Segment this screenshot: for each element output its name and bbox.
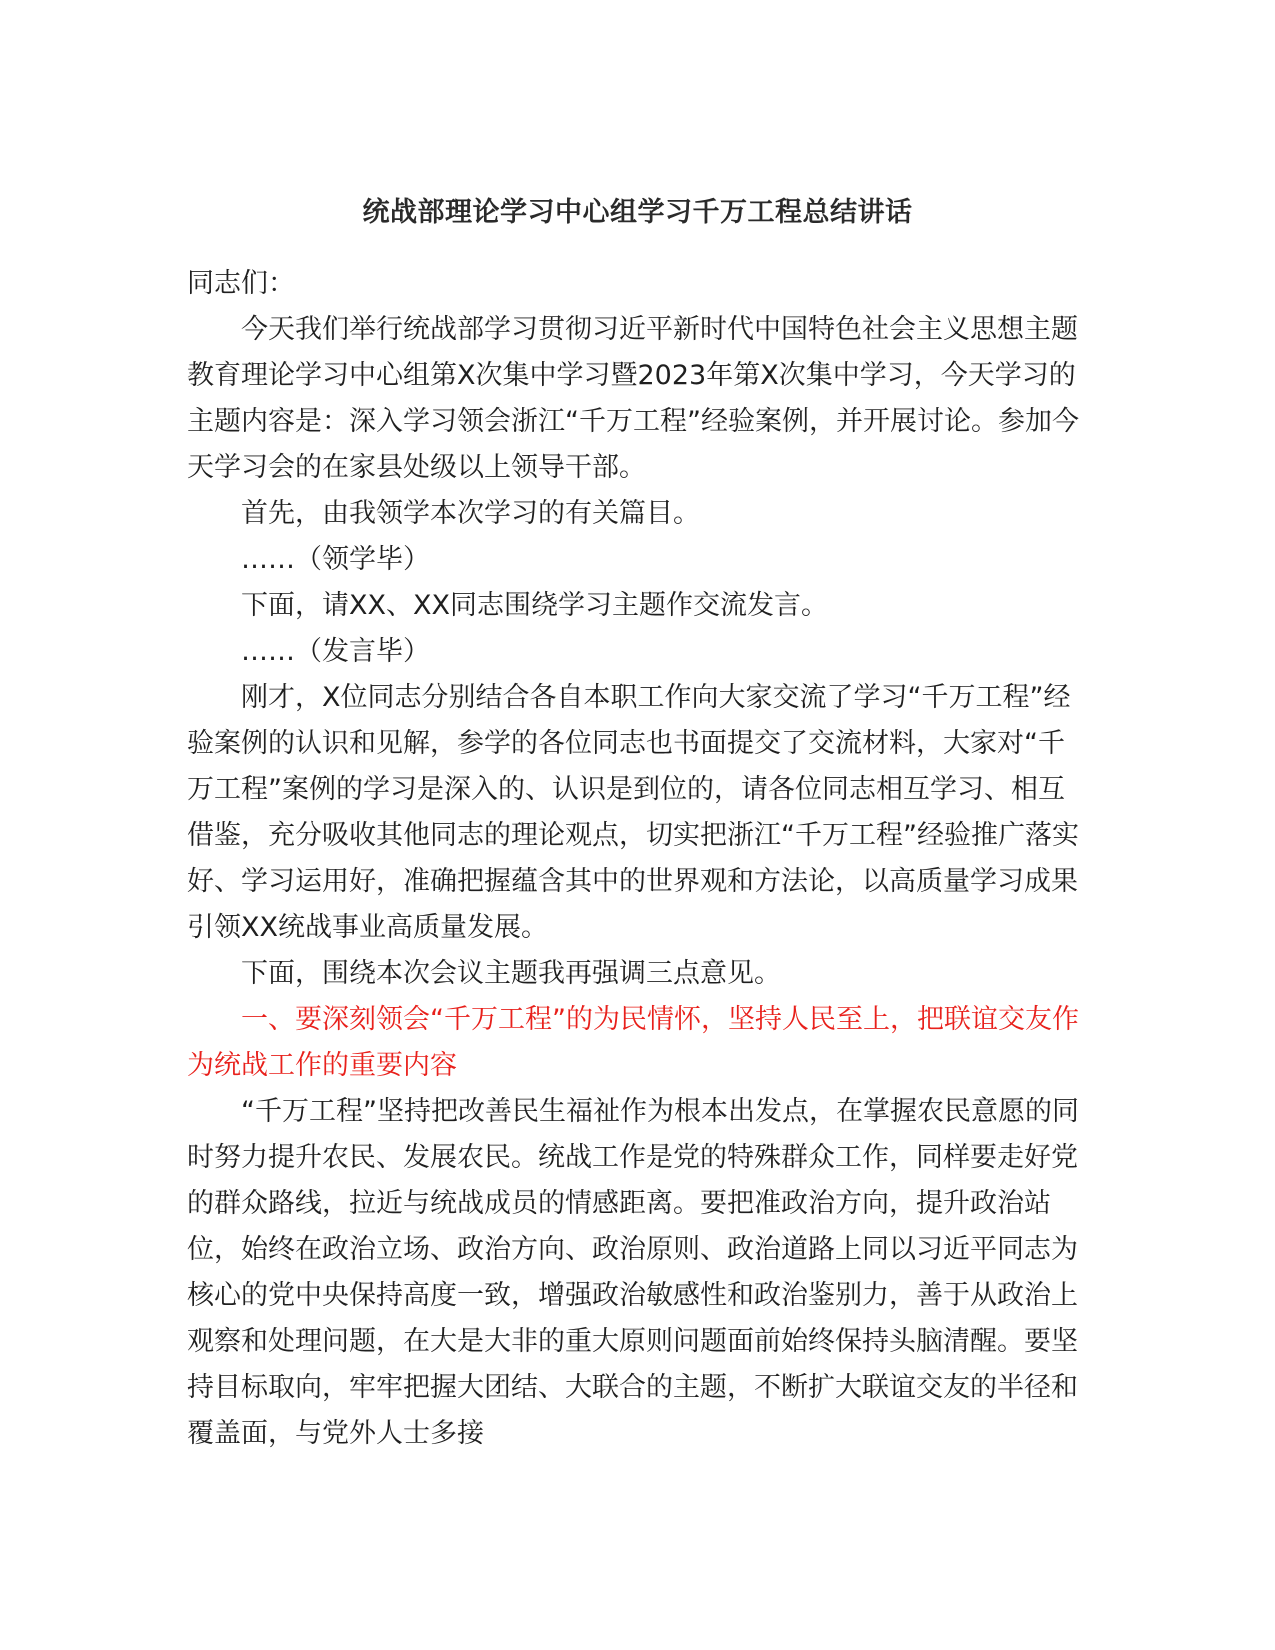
paragraph-lead-study-end: ……（领学毕） (241, 544, 430, 575)
section-heading-1: 一、要深刻领会“千万工程”的为民情怀，坚持人民至上，把联谊交友作为统战工作的重要内容 (187, 1004, 1079, 1081)
paragraph-section-1-body: “千万工程”坚持把改善民生福祉作为根本出发点，在掌握农民意愿的同时努力提升农民、发展农民。统战工作是党的特殊群众工作，同样要走好党的群众路线，拉近与统战成员的情感距离。要把准政治方向，提升政治站位，始终在政治立场、政治方向、政治原则、政治道路上同以习近平同志为核心的党中央保持高度一致，增强政治敏感性和政治鉴别力，善于从政治上观察和处理问题，在大是大非的重大原则问题面前始终保持头脑清醒。要坚持目标取向，牢牢把握大团结、大联合的主题，不断扩大联谊交友的半径和覆盖面，与党外人士多接 (187, 1096, 1079, 1449)
paragraph-three-points: 下面，围绕本次会议主题我再强调三点意见。 (241, 958, 781, 989)
document-body (187, 261, 1090, 1457)
paragraph-speech-end: ……（发言毕） (241, 636, 430, 667)
paragraph-speech-intro: 下面，请XX、XX同志围绕学习主题作交流发言。 (241, 590, 828, 621)
paragraph-summary: 刚才，X位同志分别结合各自本职工作向大家交流了学习“千万工程”经验案例的认识和见解，参学的各位同志也书面提交了交流材料，大家对“千万工程”案例的学习是深入的、认识是到位的，请各位同志相互学习、相互借鉴，充分吸收其他同志的理论观点，切实把浙江“千万工程”经验推广落实好、学习运用好，准确把握蕴含其中的世界观和方法论，以高质量学习成果引领XX统战事业高质量发展。 (187, 682, 1079, 943)
paragraph-opening: 今天我们举行统战部学习贯彻习近平新时代中国特色社会主义思想主题教育理论学习中心组第X次集中学习暨2023年第X次集中学习，今天学习的主题内容是：深入学习领会浙江“千万工程”经验案例，并开展讨论。参加今天学习会的在家县处级以上领导干部。 (187, 314, 1079, 483)
salutation: 同志们： (187, 268, 295, 299)
paragraph-lead-study: 首先，由我领学本次学习的有关篇目。 (241, 498, 700, 529)
document-title: 统战部理论学习中心组学习千万工程总结讲话 (362, 197, 913, 228)
